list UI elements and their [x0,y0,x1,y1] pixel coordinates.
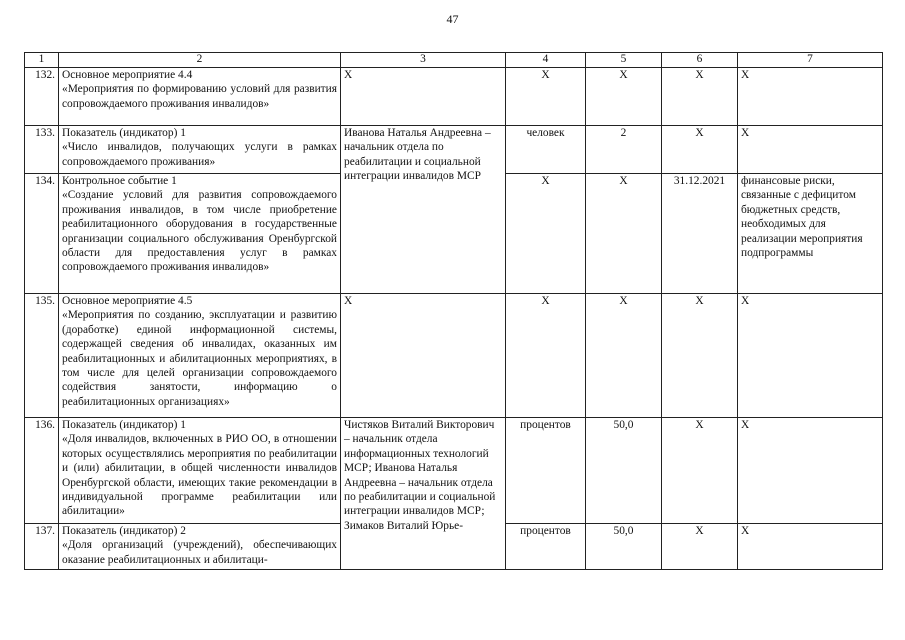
measure-title: Основное мероприятие 4.4 [62,69,193,81]
row-number: 133. [25,126,59,174]
measure-text: «Число инвалидов, получающих услуги в рамках сопровождаемого проживания» [62,141,337,168]
value-cell: X [586,68,662,126]
column-number: 5 [586,53,662,68]
row-number: 135. [25,294,59,418]
column-number-row [25,53,883,68]
measures-table [24,52,883,570]
date-cell: 31.12.2021 [662,174,738,294]
date-cell: X [662,68,738,126]
column-number: 7 [738,53,883,68]
value-cell: 50,0 [586,418,662,524]
row-number: 134. [25,174,59,294]
risk-cell: X [738,126,883,174]
unit-cell: X [506,68,586,126]
measure-description [59,174,341,294]
unit-cell: процентов [506,418,586,524]
risk-cell: X [738,68,883,126]
unit-cell: человек [506,126,586,174]
column-number: 6 [662,53,738,68]
column-number: 4 [506,53,586,68]
measure-text: «Доля организаций (учреждений), обеспечивающих оказание реабилитационных и абилитаци- [62,539,337,566]
unit-cell: X [506,294,586,418]
table-row [25,68,883,126]
responsible-cell: Иванова Наталья Андреевна – начальник отдела по реабилитации и социальной интеграции инвалидов МСР [341,126,506,294]
responsible-cell: Чистяков Виталий Викторович – начальник отдела информационных технологий МСР; Иванова Наталья Андреевна – начальник отдела по реабилитации и социальной интеграции инвалидов МСР; Зимаков Виталий Юрье- [341,418,506,570]
measure-description [59,524,341,570]
measure-text: «Мероприятия по созданию, эксплуатации и развитию (доработке) единой информационной системы, содержащей сведения об инвалидах, оказанных им реабилитационных и абилитационных мероприятиях, в том числе для целей организации сопровождаемого содействия занятости, информацию о реабилитационных организациях» [62,309,337,408]
table-row [25,294,883,418]
measure-description [59,126,341,174]
table-row [25,126,883,174]
value-cell: X [586,294,662,418]
measure-title: Контрольное событие 1 [62,175,177,187]
date-cell: X [662,126,738,174]
measure-title: Основное мероприятие 4.5 [62,295,193,307]
measure-title: Показатель (индикатор) 1 [62,127,186,139]
row-number: 132. [25,68,59,126]
page-number: 47 [446,12,459,26]
risk-cell: X [738,294,883,418]
date-cell: X [662,418,738,524]
row-number: 136. [25,418,59,524]
table-row [25,418,883,524]
date-cell: X [662,294,738,418]
column-number: 2 [59,53,341,68]
unit-cell: процентов [506,524,586,570]
responsible-cell: X [341,294,506,418]
measure-title: Показатель (индикатор) 2 [62,525,186,537]
measure-text: «Доля инвалидов, включенных в РИО ОО, в отношении которых осуществлялись мероприятия по реабилитации и (или) абилитации, в общей численности инвалидов Оренбургской области, имеющих такие рекомендации в индивидуальной программе реабилитации или абилитации» [62,433,337,518]
measure-description [59,68,341,126]
risk-cell: X [738,418,883,524]
date-cell: X [662,524,738,570]
measure-text: «Мероприятия по формированию условий для развития сопровождаемого проживания инвалидов» [62,83,337,110]
risk-cell: X [738,524,883,570]
value-cell: 2 [586,126,662,174]
measure-title: Показатель (индикатор) 1 [62,419,186,431]
row-number: 137. [25,524,59,570]
measure-description [59,294,341,418]
value-cell: X [586,174,662,294]
risk-cell: финансовые риски, связанные с дефицитом бюджетных средств, необходимых для реализации мероприятия подпрограммы [738,174,883,294]
column-number: 1 [25,53,59,68]
unit-cell: X [506,174,586,294]
value-cell: 50,0 [586,524,662,570]
responsible-cell: X [341,68,506,126]
column-number: 3 [341,53,506,68]
measure-text: «Создание условий для развития сопровождаемого проживания инвалидов, в том числе приобретение реабилитационного оборудования в государственные организации социального обслуживания Оренбургской области для предоставления услуг в рамках сопровождаемого проживания инвалидов» [62,189,337,274]
measure-description [59,418,341,524]
